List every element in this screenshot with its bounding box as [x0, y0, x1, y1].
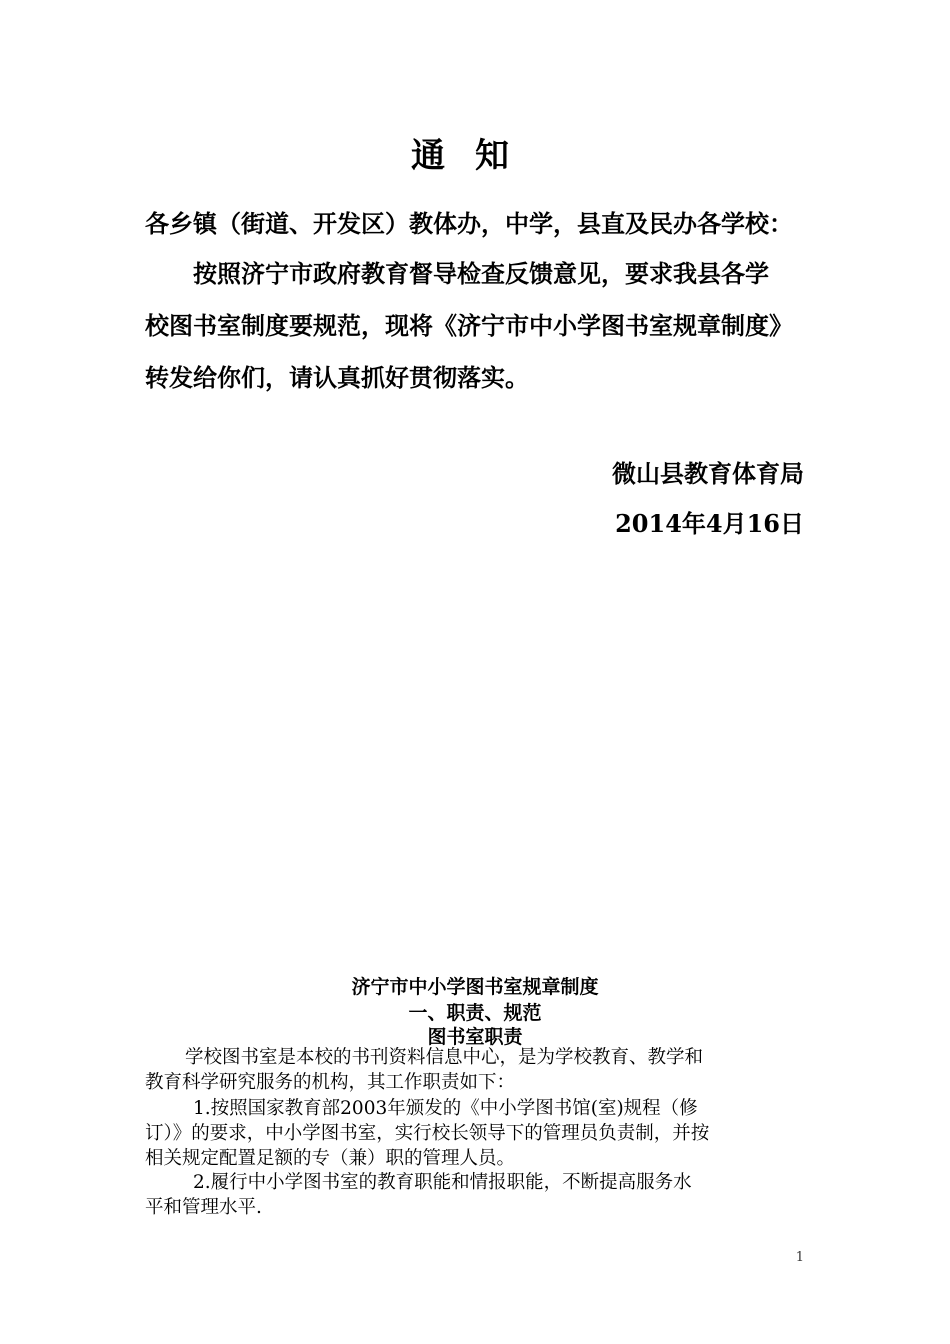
rules-item1-line-3: 相关规定配置足额的专（兼）职的管理人员。: [145, 1148, 516, 1169]
notice-body-line-3: 转发给你们，请认真抓好贯彻落实。: [145, 363, 529, 392]
rules-title: 济宁市中小学图书室规章制度: [351, 976, 599, 998]
rules-subsection-heading: 图书室职责: [427, 1026, 523, 1048]
notice-date: 2014年4月16日: [615, 509, 804, 538]
notice-title: 通知: [411, 136, 539, 176]
rules-intro-line-2: 教育科学研究服务的机构，其工作职责如下：: [145, 1072, 516, 1093]
rules-intro-line-1: 学校图书室是本校的书刊资料信息中心，是为学校教育、教学和: [185, 1047, 704, 1068]
notice-body-line-1: 按照济宁市政府教育督导检查反馈意见，要求我县各学: [193, 259, 769, 288]
notice-signer: 微山县教育体育局: [612, 459, 804, 488]
rules-item2-line-2: 平和管理水平.: [145, 1197, 262, 1218]
rules-item2-line-1: 2.履行中小学图书室的教育职能和情报职能，不断提高服务水: [193, 1172, 692, 1193]
rules-item1-line-2: 订）》的要求，中小学图书室，实行校长领导下的管理员负责制，并按: [145, 1123, 710, 1144]
rules-item1-line-1: 1.按照国家教育部2003年颁发的《中小学图书馆(室)规程（修: [193, 1098, 698, 1119]
notice-body-line-2: 校图书室制度要规范，现将《济宁市中小学图书室规章制度》: [145, 311, 793, 340]
page-number: 1: [795, 1250, 804, 1265]
notice-recipients: 各乡镇（街道、开发区）教体办，中学，县直及民办各学校：: [145, 209, 793, 238]
rules-section-heading: 一、职责、规范: [408, 1002, 542, 1024]
